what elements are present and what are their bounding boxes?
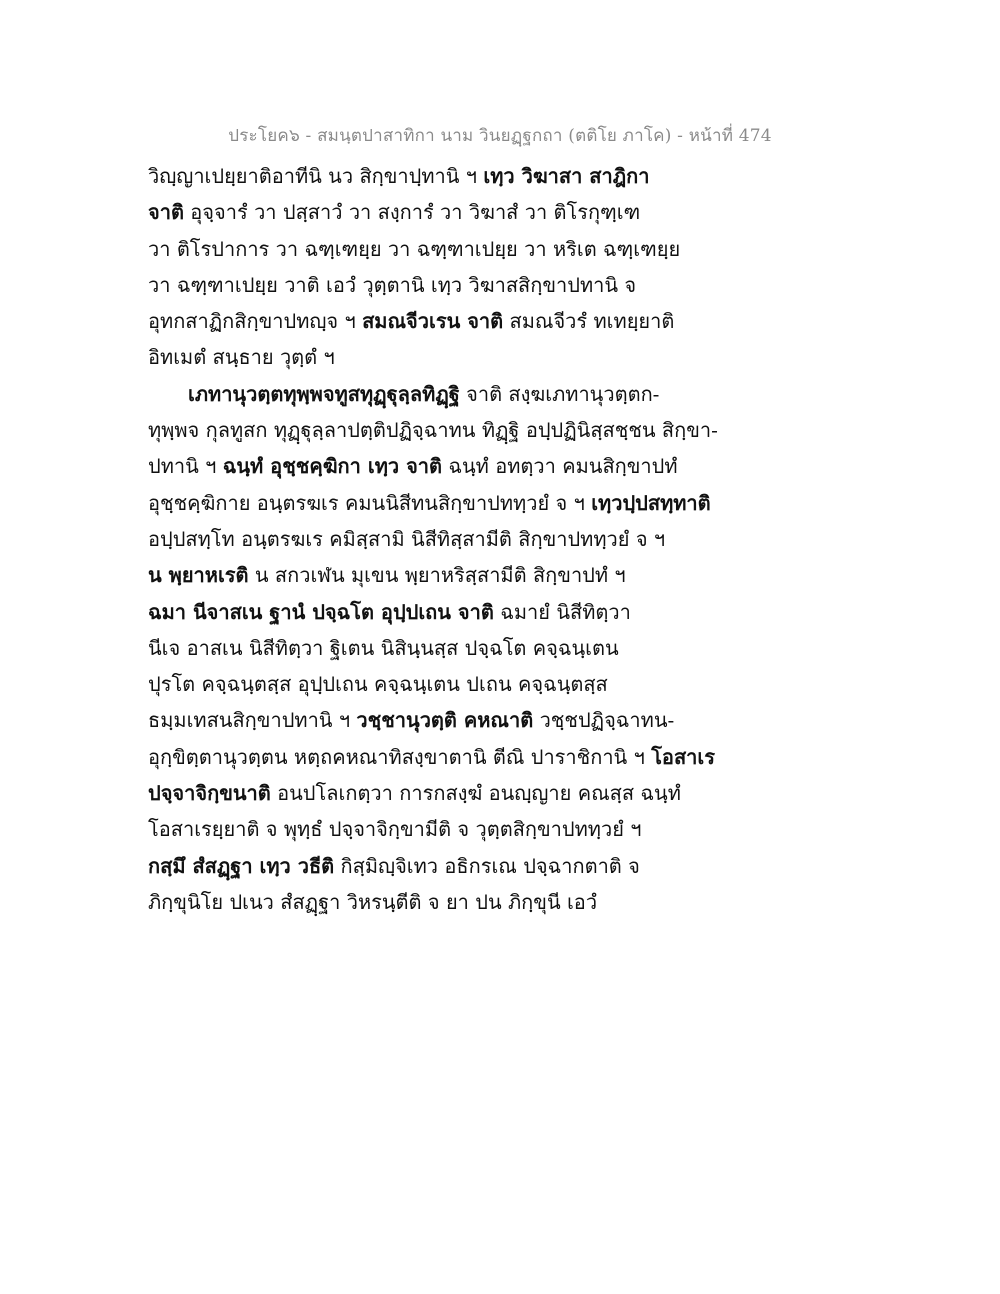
- text-line: [148, 231, 868, 267]
- text-segment: กิสฺมิญฺจิเทว อธิกรเณ ปจฺฉากตาติ จ: [334, 853, 640, 878]
- bold-term: กสฺมึ สํสฏฺฐา เทฺว วธีติ: [148, 853, 335, 878]
- text-line: [148, 702, 868, 738]
- text-segment: อุจฺจารํ วา ปสฺสาวํ วา สงฺการํ วา วิฆาสํ วา ติโรกุฑฺเฑ: [183, 200, 641, 225]
- text-segment: จาติ สงฺฆเภทานุวตฺตก-: [459, 381, 660, 406]
- text-line: [148, 267, 868, 303]
- text-segment: วชฺชปฏิจฺฉาทน-: [533, 708, 675, 733]
- text-line: [148, 448, 868, 484]
- text-segment: วา ติโรปาการ วา ฉฑฺเฑยฺย วา ฉฑฺฑาเปยฺย วา หริเต ฉฑฺเฑยฺย: [148, 236, 681, 261]
- bold-term: โอสาเร: [651, 744, 715, 769]
- text-line: [148, 339, 868, 375]
- bold-term: สมณจีวเรน จาติ: [362, 309, 504, 334]
- text-segment: อุทกสาฏิกสิกฺขาปทญฺจ ฯ: [148, 309, 363, 334]
- text-line: [148, 594, 868, 630]
- body-text: [148, 158, 868, 920]
- text-segment: น สกวเฬน มุเขน พฺยาหริสฺสามีติ สิกฺขาปทํ ฯ: [248, 563, 626, 588]
- text-line: [148, 630, 868, 666]
- text-line: [148, 848, 868, 884]
- text-segment: ธมฺมเทสนสิกฺขาปทานิ ฯ: [148, 708, 357, 733]
- text-line: [148, 412, 868, 448]
- bold-term: เทฺวปฺปสทฺทาติ: [591, 490, 711, 515]
- text-segment: วา ฉฑฺฑาเปยฺย วาติ เอวํ วุตฺตานิ เทฺว วิฆาสสิกฺขาปทานิ จ: [148, 272, 637, 297]
- text-line: [148, 303, 868, 339]
- text-line: [148, 811, 868, 847]
- bold-term: ฉนฺทํ อุชฺชคฺฆิกา เทฺว จาติ: [222, 454, 443, 479]
- text-line: [148, 557, 868, 593]
- text-segment: ฉมายํ นิสีทิตฺวา: [493, 599, 631, 624]
- text-segment: ปทานิ ฯ: [148, 454, 223, 479]
- text-segment: อปฺปสทฺโท อนฺตรฆเร คมิสฺสามิ นิสีทิสฺสามีติ สิกฺขาปททฺวยํ จ ฯ: [148, 526, 666, 551]
- text-line: [148, 158, 868, 194]
- bold-term: ฉมา นีจาสเน ฐานํ ปจฺฉโต อุปฺปเถน จาติ: [148, 599, 494, 624]
- text-line: [148, 194, 868, 230]
- page-header: ประโยค๖ - สมนฺตปาสาทิกา นาม วินยฏฺฐกถา (ตติโย ภาโค) - หน้าที่ 474: [228, 126, 772, 146]
- text-segment: อิทเมตํ สนฺธาย วุตฺตํ ฯ: [148, 345, 335, 370]
- text-segment: อุกฺขิตฺตานุวตฺตน หตฺถคหณาทิสงฺขาตานิ ตีณิ ปาราชิกานิ ฯ: [148, 744, 652, 769]
- text-line: [148, 521, 868, 557]
- bold-term: น พฺยาหเรติ: [148, 563, 249, 588]
- bold-term: ปจฺจาจิกฺขนาติ: [148, 781, 271, 806]
- text-segment: ปุรโต คจฺฉนฺตสฺส อุปฺปเถน คจฺฉนฺเตน ปเถน คจฺฉนฺตสฺส: [148, 672, 608, 697]
- text-line: [148, 376, 868, 412]
- bold-term: วชฺชานุวตฺติ คหณาติ: [356, 708, 534, 733]
- text-segment: ฉนฺทํ อทตฺวา คมนสิกฺขาปทํ: [442, 454, 678, 479]
- text-line: [148, 666, 868, 702]
- text-line: [148, 739, 868, 775]
- text-segment: นีเจ อาสเน นิสีทิตฺวา ฐิเตน นิสินฺนสฺส ปจฺฉโต คจฺฉนฺเตน: [148, 635, 619, 660]
- text-line: [148, 775, 868, 811]
- text-segment: สมณจีวรํ ทเทยฺยาติ: [503, 309, 675, 334]
- text-segment: โอสาเรยฺยาติ จ พุทฺธํ ปจฺจาจิกฺขามีติ จ วุตฺตสิกฺขาปททฺวยํ ฯ: [148, 817, 642, 842]
- bold-term: จาติ: [148, 200, 184, 225]
- text-segment: วิญฺญาเปยฺยาติอาทีนิ นว สิกฺขาปฺทานิ ฯ: [148, 164, 484, 188]
- text-line: [148, 485, 868, 521]
- text-segment: อนปโลเกตฺวา การกสงฺฆํ อนญฺญาย คณสฺส ฉนฺทํ: [270, 781, 681, 806]
- bold-term: เทฺว วิฆาสา สาฎิกา: [483, 164, 650, 188]
- bold-term: เภทานุวตฺตทุพฺพจทูสทุฏฺฐุลฺลทิฏฺฐิ: [188, 381, 460, 406]
- text-segment: ภิกฺขุนิโย ปเนว สํสฏฺฐา วิหรนฺตีติ จ ยา ปน ภิกฺขุนี เอวํ: [148, 889, 598, 914]
- text-line: [148, 884, 868, 920]
- text-segment: อุชฺชคฺฆิกาย อนฺตรฆเร คมนนิสีทนสิกฺขาปททฺวยํ จ ฯ: [148, 490, 592, 515]
- text-segment: ทุพฺพจ กุลทูสก ทุฏฺฐุลฺลาปตฺติปฏิจฺฉาทน ทิฏฺฐิ อปฺปฏินิสฺสชฺชน สิกฺขา-: [148, 418, 718, 443]
